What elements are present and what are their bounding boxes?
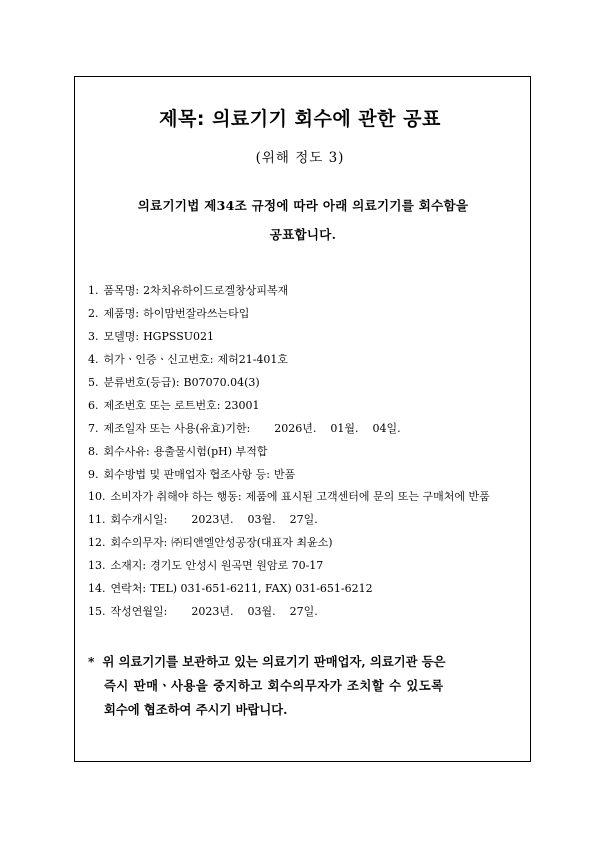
item-value: B07070.04(3) [183, 375, 260, 389]
list-item [88, 326, 548, 349]
page-title: 제목: 의료기기 회수에 관한 공표 [159, 108, 441, 130]
date-month: 03월. [247, 605, 276, 619]
date-day: 04일. [372, 421, 401, 435]
item-label: 회수사유: [103, 444, 150, 458]
item-label: 회수방법 및 판매업자 협조사항 등: [103, 467, 270, 481]
date-month: 03월. [247, 513, 276, 527]
list-item [88, 509, 548, 532]
list-item [88, 464, 548, 487]
notice-text-1: 위 의료기기를 보관하고 있는 의료기기 판매업자, 의료기관 등은 [102, 654, 446, 669]
intro-line-2: 공표합니다. [269, 227, 337, 242]
item-label: 소재지: [110, 559, 147, 573]
item-label: 품목명: [103, 284, 140, 297]
item-value: 반품 [273, 467, 296, 481]
list-item [88, 486, 548, 509]
asterisk-mark: * [88, 654, 95, 669]
list-item [88, 578, 548, 601]
item-number: 10. [88, 490, 106, 504]
date-year: 2026년. [274, 421, 317, 435]
item-number: 15. [88, 605, 106, 619]
item-number: 13. [88, 559, 106, 573]
item-number: 6. [88, 398, 99, 412]
item-number: 12. [88, 536, 106, 550]
date-month: 01월. [330, 421, 359, 435]
item-label: 제조번호 또는 로트번호: [103, 398, 221, 412]
item-number: 3. [88, 329, 99, 343]
list-item [88, 441, 548, 464]
item-number: 4. [88, 352, 99, 366]
item-label: 소비자가 취해야 하는 행동: [110, 490, 242, 504]
item-label: 제조일자 또는 사용(유효)기한: [103, 421, 251, 435]
notice-line-1 [88, 652, 528, 670]
notice-line-2: 즉시 판매ㆍ사용을 중지하고 회수의무자가 조치할 수 있도록 [104, 678, 444, 693]
list-item [88, 395, 548, 418]
item-label: 모델명: [103, 329, 140, 343]
item-number: 8. [88, 444, 99, 458]
hazard-level: (위해 정도 3) [255, 150, 345, 166]
item-number: 11. [88, 513, 106, 527]
date-day: 27일. [289, 513, 318, 527]
list-item [88, 601, 548, 624]
item-value: 경기도 안성시 원곡면 원암로 70-17 [150, 559, 324, 573]
item-label: 회수개시일: [110, 513, 168, 527]
list-item [88, 303, 548, 326]
date-year: 2023년. [191, 513, 234, 527]
list-item [88, 372, 548, 395]
item-label: 제품명: [103, 306, 140, 320]
list-item [88, 349, 548, 372]
recall-item-list [88, 280, 548, 624]
item-number: 1. [88, 284, 99, 297]
notice-line-3: 회수에 협조하여 주시기 바랍니다. [104, 702, 288, 717]
item-number: 7. [88, 421, 99, 435]
item-label: 허가ㆍ인증ㆍ신고번호: [103, 352, 214, 366]
item-value: 2차치유하이드로겔창상피복재 [143, 284, 289, 297]
item-number: 2. [88, 306, 99, 320]
intro-line-1: 의료기기법 제34조 규정에 따라 아래 의료기기를 회수함을 [137, 198, 469, 213]
item-number: 5. [88, 375, 99, 389]
item-label: 회수의무자: [110, 536, 168, 550]
item-value: TEL) 031-651-6211, FAX) 031-651-6212 [150, 582, 373, 596]
item-label: 연락처: [110, 582, 147, 596]
list-item [88, 280, 548, 303]
item-number: 14. [88, 582, 106, 596]
list-item [88, 418, 548, 441]
list-item [88, 532, 548, 555]
item-value: 용출물시험(pH) 부적합 [153, 444, 268, 458]
item-value: 하이맘번잘라쓰는타입 [143, 306, 250, 320]
item-value: 제허21-401호 [217, 352, 289, 366]
item-value: 제품에 표시된 고객센터에 문의 또는 구매처에 반품 [245, 490, 490, 504]
item-value: ㈜티앤엘안성공장(대표자 최윤소) [171, 536, 333, 550]
item-label: 작성연월일: [110, 605, 168, 619]
item-label: 분류번호(등급): [103, 375, 180, 389]
item-value: HGPSSU021 [143, 329, 215, 343]
date-day: 27일. [289, 605, 318, 619]
item-number: 9. [88, 467, 99, 481]
date-year: 2023년. [191, 605, 234, 619]
list-item [88, 555, 548, 578]
item-value: 23001 [224, 398, 260, 412]
